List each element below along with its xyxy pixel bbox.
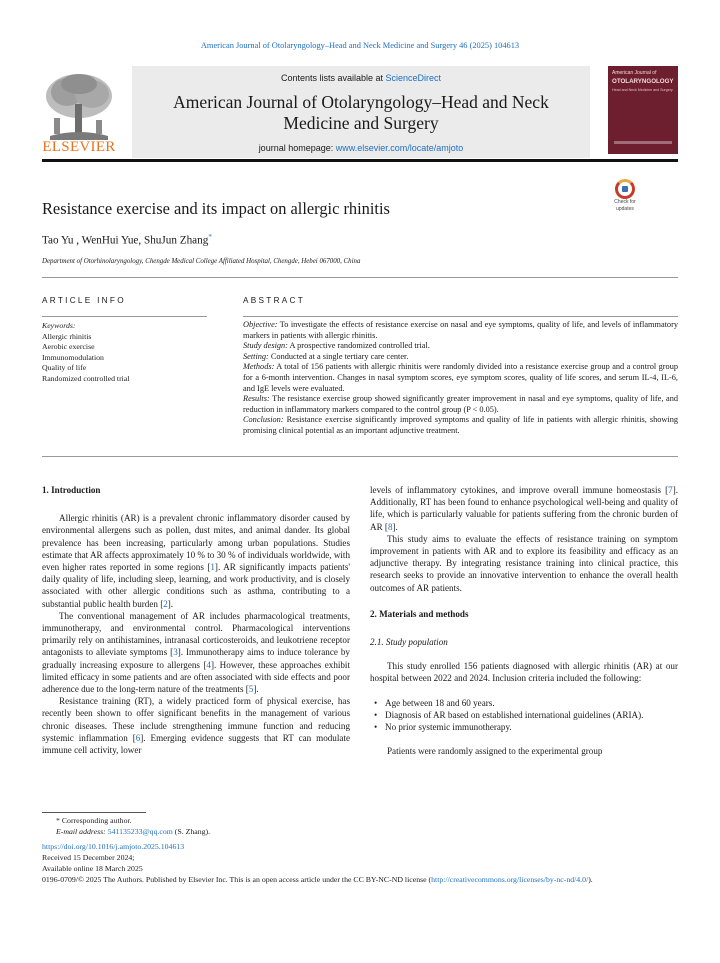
article-info-heading: ARTICLE INFO <box>42 296 126 305</box>
abstract-conclusion: Conclusion: Resistance exercise significantly improved symptoms and quality of life in patients with allergic rhinitis, showing promising clinical potential as an important adjunctive treatment. <box>243 415 678 435</box>
abstract-objective: Objective: To investigate the effects of resistance exercise on nasal and eye symptoms, quality of life, and levels of inflammatory markers in patients with allergic rhinitis. <box>243 320 678 340</box>
list-item: • Diagnosis of AR based on established international guidelines (ARIA). <box>370 709 678 721</box>
check-updates-icon <box>615 179 635 199</box>
divider <box>42 277 678 278</box>
citation-link[interactable]: 1 <box>210 562 215 573</box>
masthead-rule <box>42 159 678 162</box>
author-list: Tao Yu , WenHui Yue, ShuJun Zhang* <box>42 233 212 247</box>
citation-link[interactable]: 7 <box>668 485 673 495</box>
footnotes <box>42 816 682 885</box>
abstract-body <box>243 320 678 437</box>
section-heading-introduction: 1. Introduction <box>42 485 101 495</box>
masthead <box>42 66 678 158</box>
sciencedirect-link[interactable]: ScienceDirect <box>385 73 442 83</box>
doi-link[interactable]: https://doi.org/10.1016/j.amjoto.2025.104613 <box>42 841 185 851</box>
license-note: 0196-0709/© 2025 The Authors. Published by Elsevier Inc. This is an open access article under the CC BY-NC-ND license (http://creativecommons.org/licenses/by-nc-nd/4.0/). <box>42 874 593 884</box>
keyword: Randomized controlled trial <box>42 373 130 383</box>
body-column-right <box>370 484 678 757</box>
keyword: Quality of life <box>42 363 87 373</box>
paragraph: The conventional management of AR includes pharmacological treatments, immunotherapy, and environmental control. Pharmacological interventions primarily rely on antihistamines, intranasal corticosteroids, and leukotriene receptor antagonists to alleviate symptoms [3]. Immunotherapy aims to induce tolerance by gradually increasing exposure to allergens [4]. However, these approaches exhibit limited efficacy in some patients and are often associated with side effects and poor adherence due to the long-term nature of the treatments [5]. <box>42 610 350 695</box>
divider <box>42 316 207 317</box>
citation-link[interactable]: 2 <box>163 598 168 609</box>
corresponding-author-note: * Corresponding author. <box>56 816 132 825</box>
keyword: Allergic rhinitis <box>42 331 92 341</box>
citation-link[interactable]: 6 <box>135 732 141 743</box>
affiliation: Department of Otorhinolaryngology, Chengde Medical College Affiliated Hospital, Chengde, Hebei 067000, China <box>42 258 361 265</box>
journal-title: American Journal of Otolaryngology–Head and Neck Medicine and Surgery <box>173 92 549 133</box>
journal-homepage-link[interactable]: www.elsevier.com/locate/amjoto <box>335 143 464 153</box>
divider <box>42 456 678 457</box>
contents-line: Contents lists available at ScienceDirect <box>280 73 442 83</box>
available-date: Available online 18 March 2025 <box>42 863 143 873</box>
citation-link[interactable]: 3 <box>173 647 178 658</box>
paragraph: This study aims to evaluate the effects of resistance training on symptom improvement in patients with AR and to explore its feasibility and efficacy as an adjunctive therapy. By integrating resistance training into clinical practice, this research seeks to provide an innovative intervention to enhance the overall health outcomes of AR patients. <box>370 533 678 593</box>
publisher-wordmark: ELSEVIER <box>42 139 116 155</box>
list-item: • No prior systemic immunotherapy. <box>370 721 678 733</box>
license-link[interactable]: http://creativecommons.org/licenses/by-nc-nd/4.0/ <box>431 874 589 884</box>
paragraph: levels of inflammatory cytokines, and improve overall immune homeostasis [7]. Additionally, RT has been found to enhance psychological well-being and quality of life, which is particularly valuable for patients suffering from the chronic burden of AR [8]. <box>370 485 678 532</box>
divider <box>243 316 678 317</box>
abstract-heading: ABSTRACT <box>243 296 306 305</box>
body-column-left <box>42 484 350 756</box>
section-heading-methods: 2. Materials and methods <box>370 608 469 619</box>
keywords-heading: Keywords: <box>42 321 76 330</box>
keywords-list <box>42 321 129 385</box>
keyword: Immunomodulation <box>42 352 104 362</box>
list-item: • Age between 18 and 60 years. <box>370 697 678 709</box>
paragraph: This study enrolled 156 patients diagnosed with allergic rhinitis (AR) at our hospital between 2022 and 2024. Inclusion criteria included the following: <box>370 661 678 684</box>
abstract-setting: Setting: Conducted at a single tertiary care center. <box>243 351 409 361</box>
email-link[interactable]: 541135233@qq.com <box>107 826 173 836</box>
homepage-line: journal homepage: www.elsevier.com/locate/amjoto <box>258 143 464 153</box>
citation-link[interactable]: 4 <box>206 659 211 670</box>
paragraph: Allergic rhinitis (AR) is a prevalent chronic inflammatory disorder caused by environmental allergens such as pollen, dust mites, and animal dander. Its global prevalence has been increasing, particularly among urban populations. Studies estimate that AR affects approximately 10 % to 30 % of individuals worldwide, with even higher rates reported in some regions [1]. AR significantly impacts patients' daily quality of life, including sleep, learning, and work productivity, and is closely associated with other allergic conditions such as asthma, contributing to a substantial public health burden [2]. <box>42 513 350 609</box>
article-title: Resistance exercise and its impact on allergic rhinitis <box>42 199 390 218</box>
received-date: Received 15 December 2024; <box>42 852 135 862</box>
footnote-divider <box>42 812 146 813</box>
corresponding-author-mark[interactable]: * <box>208 233 212 241</box>
citation-link[interactable]: 8 <box>387 521 393 532</box>
paragraph: Resistance training (RT), a widely practiced form of physical exercise, has recently been shown to offer significant benefits in the management of various chronic diseases. These include strengthening immune function and reducing systemic inflammation [6]. Emerging evidence suggests that RT can modulate immune cell activity, lower <box>42 696 350 756</box>
journal-banner <box>132 66 590 158</box>
abstract-methods: Methods: A total of 156 patients with allergic rhinitis were randomly divided into a resistance exercise group and a control group for a 6-month intervention. Changes in nasal symptom scores, eye symptom scores, quality of life scores, and serum IL-4, IL-6, and IgE levels were evaluated. <box>243 362 678 393</box>
email-note: E-mail address: 541135233@qq.com (S. Zhang). <box>56 826 211 836</box>
abstract-design: Study design: A prospective randomized controlled trial. <box>243 341 430 351</box>
keyword: Aerobic exercise <box>42 342 95 352</box>
subsection-heading-population: 2.1. Study population <box>370 637 448 648</box>
citation-link[interactable]: 5 <box>248 684 254 695</box>
paragraph: Patients were randomly assigned to the experimental group <box>387 746 603 757</box>
running-head[interactable]: American Journal of Otolaryngology–Head and Neck Medicine and Surgery 46 (2025) 104613 <box>200 41 520 50</box>
journal-cover-image: American Journal of OTOLARYNGOLOGY Head and Neck Medicine and Surgery <box>608 66 678 154</box>
inclusion-criteria-list <box>370 697 678 734</box>
abstract-results: Results: The resistance exercise group showed significantly greater improvement in nasal and eye symptoms, quality of life, and reduction in inflammatory markers compared to the control group (P < 0.05). <box>243 394 678 414</box>
check-for-updates-button[interactable]: Check for updates <box>608 179 642 213</box>
